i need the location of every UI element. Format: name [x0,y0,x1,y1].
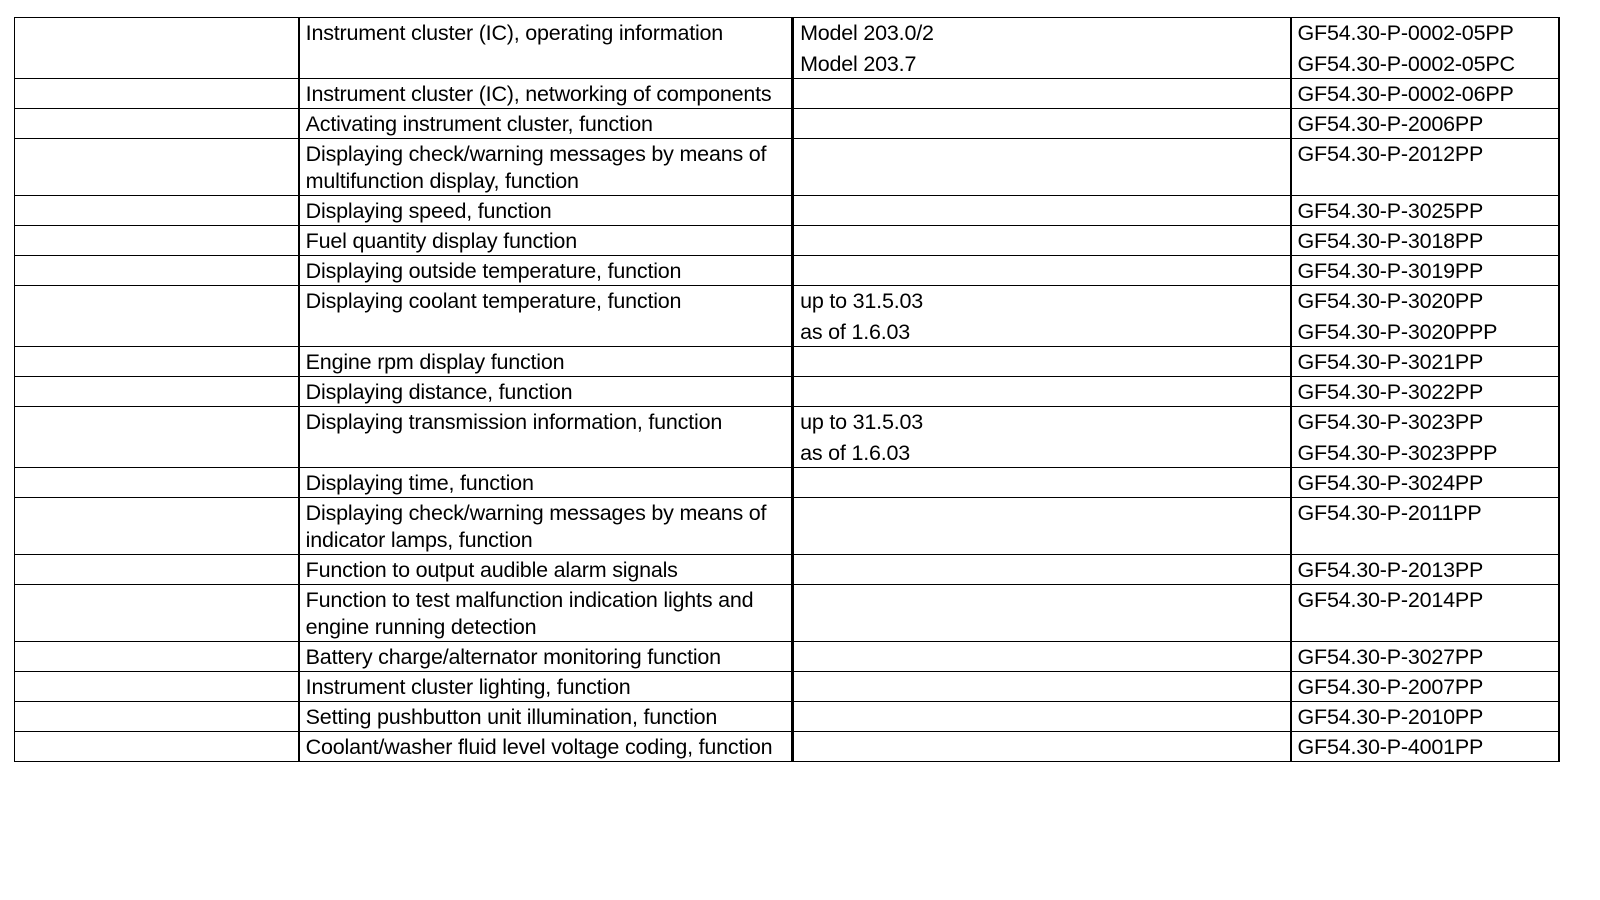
table-row [15,377,1560,407]
document-number-cell [1291,18,1560,79]
empty-cell [15,256,299,286]
document-title: Displaying speed, function [305,199,552,223]
empty-cell [15,139,299,196]
document-number: GF54.30-P-2013PP [1297,558,1484,582]
empty-cell [15,196,299,226]
document-title: Displaying distance, function [305,380,573,404]
document-number-cell [1291,468,1560,498]
document-title-cell [299,585,793,642]
document-title: Function to output audible alarm signals [305,558,678,582]
empty-cell [15,672,299,702]
document-number-cell [1291,256,1560,286]
document-number: GF54.30-P-3019PP [1297,259,1484,283]
validity-cell [793,585,1291,642]
empty-cell [15,347,299,377]
document-number: GF54.30-P-2006PP [1297,112,1484,136]
document-title-cell [299,407,793,468]
document-number: GF54.30-P-3022PP [1297,380,1484,404]
document-title: Setting pushbutton unit illumination, function [305,705,718,729]
table-row [15,347,1560,377]
document-title: Instrument cluster lighting, function [305,675,631,699]
empty-cell [15,585,299,642]
document-number: GF54.30-P-0002-05PC [1297,52,1515,76]
document-number: GF54.30-P-3025PP [1297,199,1484,223]
validity-cell [793,732,1291,762]
document-number-cell [1291,109,1560,139]
document-title-cell [299,109,793,139]
document-number: GF54.30-P-3020PPP [1297,320,1498,344]
document-title-cell [299,79,793,109]
document-title-cell [299,286,793,347]
document-title-cell [299,377,793,407]
empty-cell [15,79,299,109]
document-number-cell [1291,79,1560,109]
document-number: GF54.30-P-3024PP [1297,471,1484,495]
table-row [15,702,1560,732]
document-number: GF54.30-P-2007PP [1297,675,1484,699]
document-title: Displaying check/warning messages by means of indicator lamps, function [305,501,767,552]
document-title-cell [299,468,793,498]
validity-text: up to 31.5.03 [800,410,923,434]
document-number: GF54.30-P-0002-06PP [1297,82,1514,106]
empty-cell [15,642,299,672]
document-number: GF54.30-P-3021PP [1297,350,1484,374]
table-row [15,468,1560,498]
table-row [15,585,1560,642]
empty-cell [15,468,299,498]
document-number-cell [1291,555,1560,585]
table-row [15,196,1560,226]
document-title-cell [299,672,793,702]
document-number: GF54.30-P-2011PP [1297,501,1482,525]
document-number-cell [1291,407,1560,468]
validity-cell [793,377,1291,407]
document-number: GF54.30-P-3020PP [1297,289,1484,313]
document-title-cell [299,139,793,196]
document-number: GF54.30-P-3023PPP [1297,441,1498,465]
document-table-body [15,18,1560,762]
validity-cell [793,672,1291,702]
document-number-cell [1291,672,1560,702]
validity-cell [793,555,1291,585]
document-title-cell [299,256,793,286]
document-number: GF54.30-P-2010PP [1297,705,1484,729]
document-title: Displaying outside temperature, function [305,259,682,283]
document-title: Displaying coolant temperature, function [305,289,682,313]
document-title-cell [299,347,793,377]
document-title-cell [299,226,793,256]
document-title-cell [299,702,793,732]
table-row [15,226,1560,256]
validity-cell [793,196,1291,226]
document-number-cell [1291,702,1560,732]
table-row [15,642,1560,672]
validity-text: as of 1.6.03 [800,320,911,344]
empty-cell [15,226,299,256]
table-row [15,18,1560,79]
empty-cell [15,286,299,347]
validity-cell [793,407,1291,468]
document-title: Fuel quantity display function [305,229,577,253]
document-number-cell [1291,139,1560,196]
validity-text: as of 1.6.03 [800,441,911,465]
document-title-cell [299,498,793,555]
table-row [15,109,1560,139]
empty-cell [15,407,299,468]
empty-cell [15,732,299,762]
document-number: GF54.30-P-0002-05PP [1297,21,1514,45]
validity-cell [793,468,1291,498]
document-number-cell [1291,498,1560,555]
document-title: Engine rpm display function [305,350,565,374]
document-title: Displaying check/warning messages by means of multifunction display, function [305,142,767,193]
validity-text: Model 203.0/2 [800,21,934,45]
table-row [15,672,1560,702]
document-title-cell [299,555,793,585]
validity-cell [793,702,1291,732]
document-number: GF54.30-P-3018PP [1297,229,1484,253]
empty-cell [15,18,299,79]
document-number-cell [1291,377,1560,407]
document-title: Coolant/washer fluid level voltage coding, function [305,735,773,759]
table-row [15,79,1560,109]
empty-cell [15,377,299,407]
document-number: GF54.30-P-3023PP [1297,410,1484,434]
document-number-cell [1291,585,1560,642]
document-number-cell [1291,732,1560,762]
document-number: GF54.30-P-2014PP [1297,588,1484,612]
table-row [15,732,1560,762]
table-row [15,286,1560,347]
document-title-cell [299,642,793,672]
document-number-cell [1291,642,1560,672]
document-number: GF54.30-P-2012PP [1297,142,1484,166]
validity-cell [793,139,1291,196]
validity-cell [793,498,1291,555]
table-row [15,407,1560,468]
document-title: Displaying time, function [305,471,534,495]
validity-cell [793,226,1291,256]
validity-cell [793,347,1291,377]
document-title: Displaying transmission information, function [305,410,723,434]
document-number: GF54.30-P-3027PP [1297,645,1484,669]
table-row [15,498,1560,555]
table-row [15,256,1560,286]
document-title: Instrument cluster (IC), networking of components [305,82,772,106]
document-title-cell [299,732,793,762]
validity-text: up to 31.5.03 [800,289,923,313]
document-title: Instrument cluster (IC), operating information [305,21,724,45]
empty-cell [15,555,299,585]
empty-cell [15,498,299,555]
table-row [15,139,1560,196]
empty-cell [15,702,299,732]
document-title: Function to test malfunction indication lights and engine running detection [305,588,754,639]
document-table [14,17,1560,762]
validity-cell [793,18,1291,79]
validity-text: Model 203.7 [800,52,917,76]
validity-cell [793,642,1291,672]
document-number-cell [1291,286,1560,347]
document-number: GF54.30-P-4001PP [1297,735,1484,759]
empty-cell [15,109,299,139]
document-number-cell [1291,196,1560,226]
validity-cell [793,79,1291,109]
document-number-cell [1291,226,1560,256]
document-title: Battery charge/alternator monitoring function [305,645,721,669]
document-title-cell [299,196,793,226]
document-number-cell [1291,347,1560,377]
document-title-cell [299,18,793,79]
validity-cell [793,286,1291,347]
table-row [15,555,1560,585]
validity-cell [793,109,1291,139]
validity-cell [793,256,1291,286]
document-title: Activating instrument cluster, function [305,112,653,136]
